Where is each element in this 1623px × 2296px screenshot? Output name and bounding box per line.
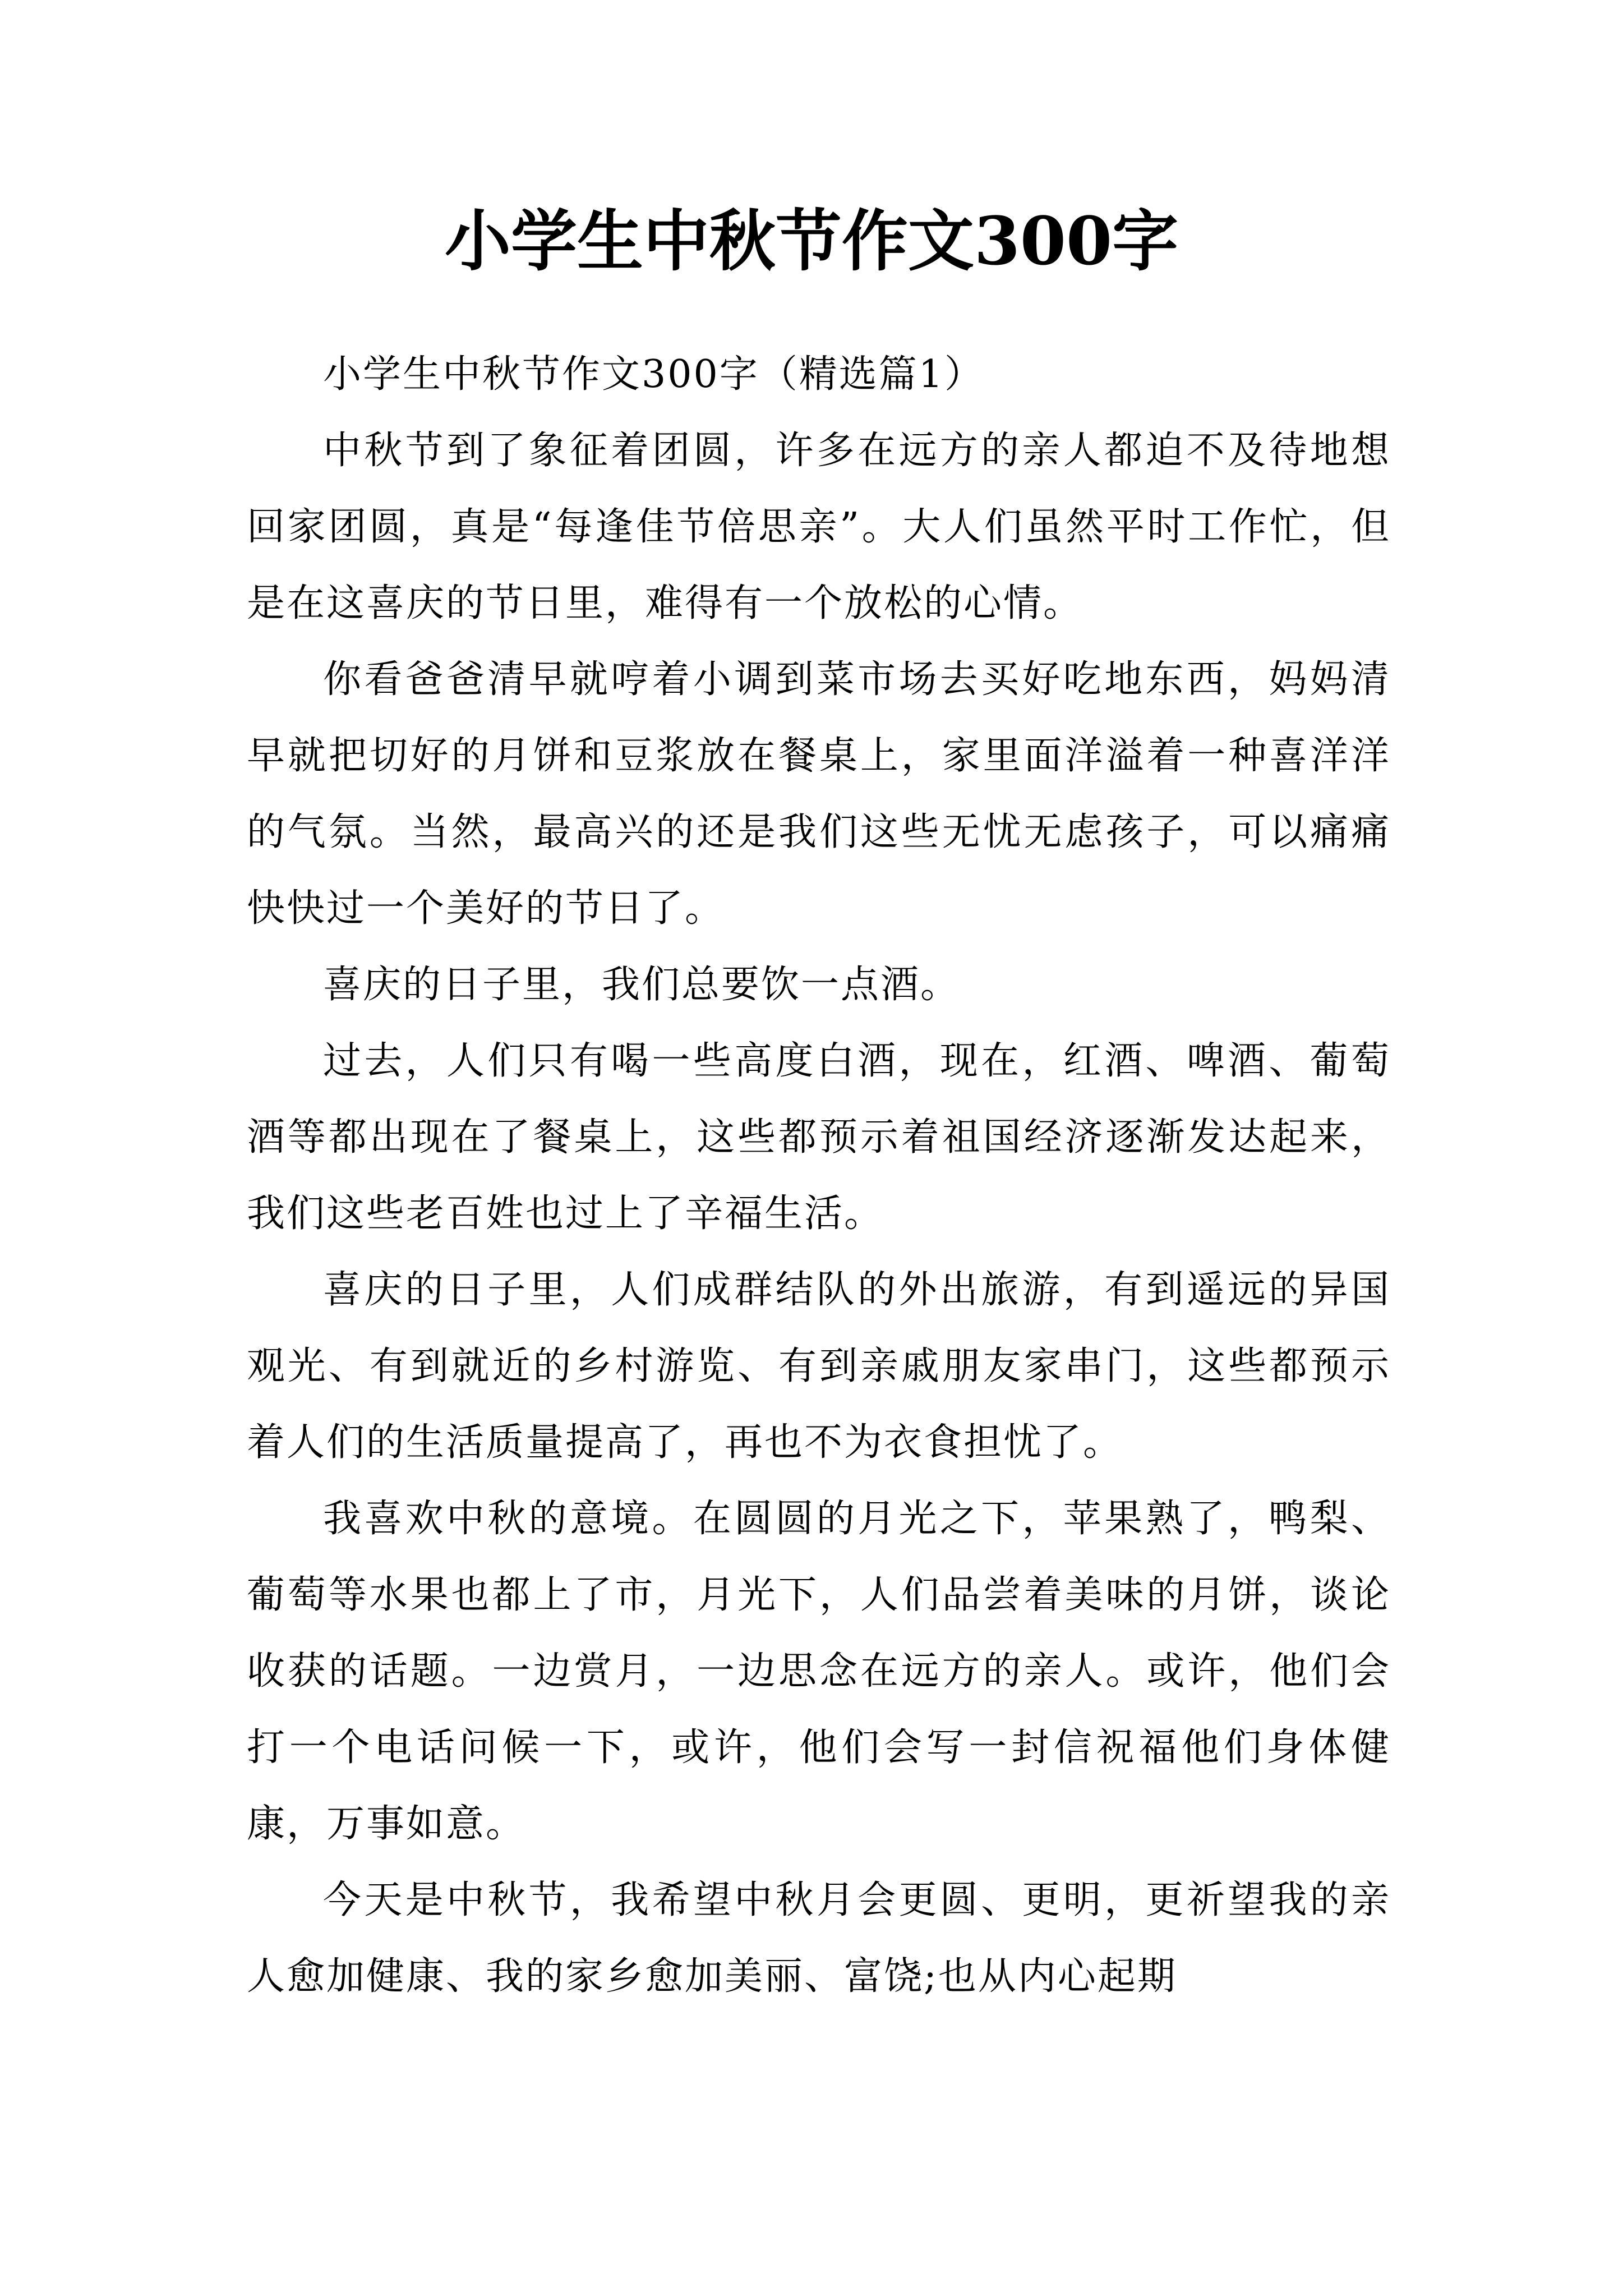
document-body bbox=[247, 337, 1391, 2015]
document-title: 小学生中秋节作文300字 bbox=[444, 202, 1179, 280]
section-heading: 小学生中秋节作文300字（精选篇1） bbox=[323, 352, 985, 397]
paragraph: 喜庆的日子里，我们总要饮一点酒。 bbox=[323, 963, 961, 1007]
paragraph: 你看爸爸清早就哼着小调到菜市场去买好吃地东西，妈妈清早就把切好的月饼和豆浆放在餐桌上，家里面洋溢着一种喜洋洋的气氛。当然，最高兴的还是我们这些无忧无虑孩子，可以痛痛快快过一个美好的节日了。 bbox=[247, 657, 1391, 931]
paragraph: 中秋节到了象征着团圆，许多在远方的亲人都迫不及待地想回家团圆，真是“每逢佳节倍思亲”。大人们虽然平时工作忙，但是在这喜庆的节日里，难得有一个放松的心情。 bbox=[247, 429, 1391, 625]
paragraph: 我喜欢中秋的意境。在圆圆的月光之下，苹果熟了，鸭梨、葡萄等水果也都上了市，月光下，人们品尝着美味的月饼，谈论收获的话题。一边赏月，一边思念在远方的亲人。或许，他们会打一个电话问候一下，或许，他们会写一封信祝福他们身体健康，万事如意。 bbox=[247, 1497, 1391, 1846]
paragraph: 过去，人们只有喝一些高度白酒，现在，红酒、啤酒、葡萄酒等都出现在了餐桌上，这些都预示着祖国经济逐渐发达起来，我们这些老百姓也过上了辛福生活。 bbox=[247, 1039, 1391, 1236]
paragraph: 喜庆的日子里，人们成群结队的外出旅游，有到遥远的异国观光、有到就近的乡村游览、有到亲戚朋友家串门，这些都预示着人们的生活质量提高了，再也不为衣食担忧了。 bbox=[247, 1268, 1391, 1465]
paragraph: 今天是中秋节，我希望中秋月会更圆、更明，更祈望我的亲人愈加健康、我的家乡愈加美丽、富饶;也从内心起期 bbox=[247, 1878, 1391, 1999]
